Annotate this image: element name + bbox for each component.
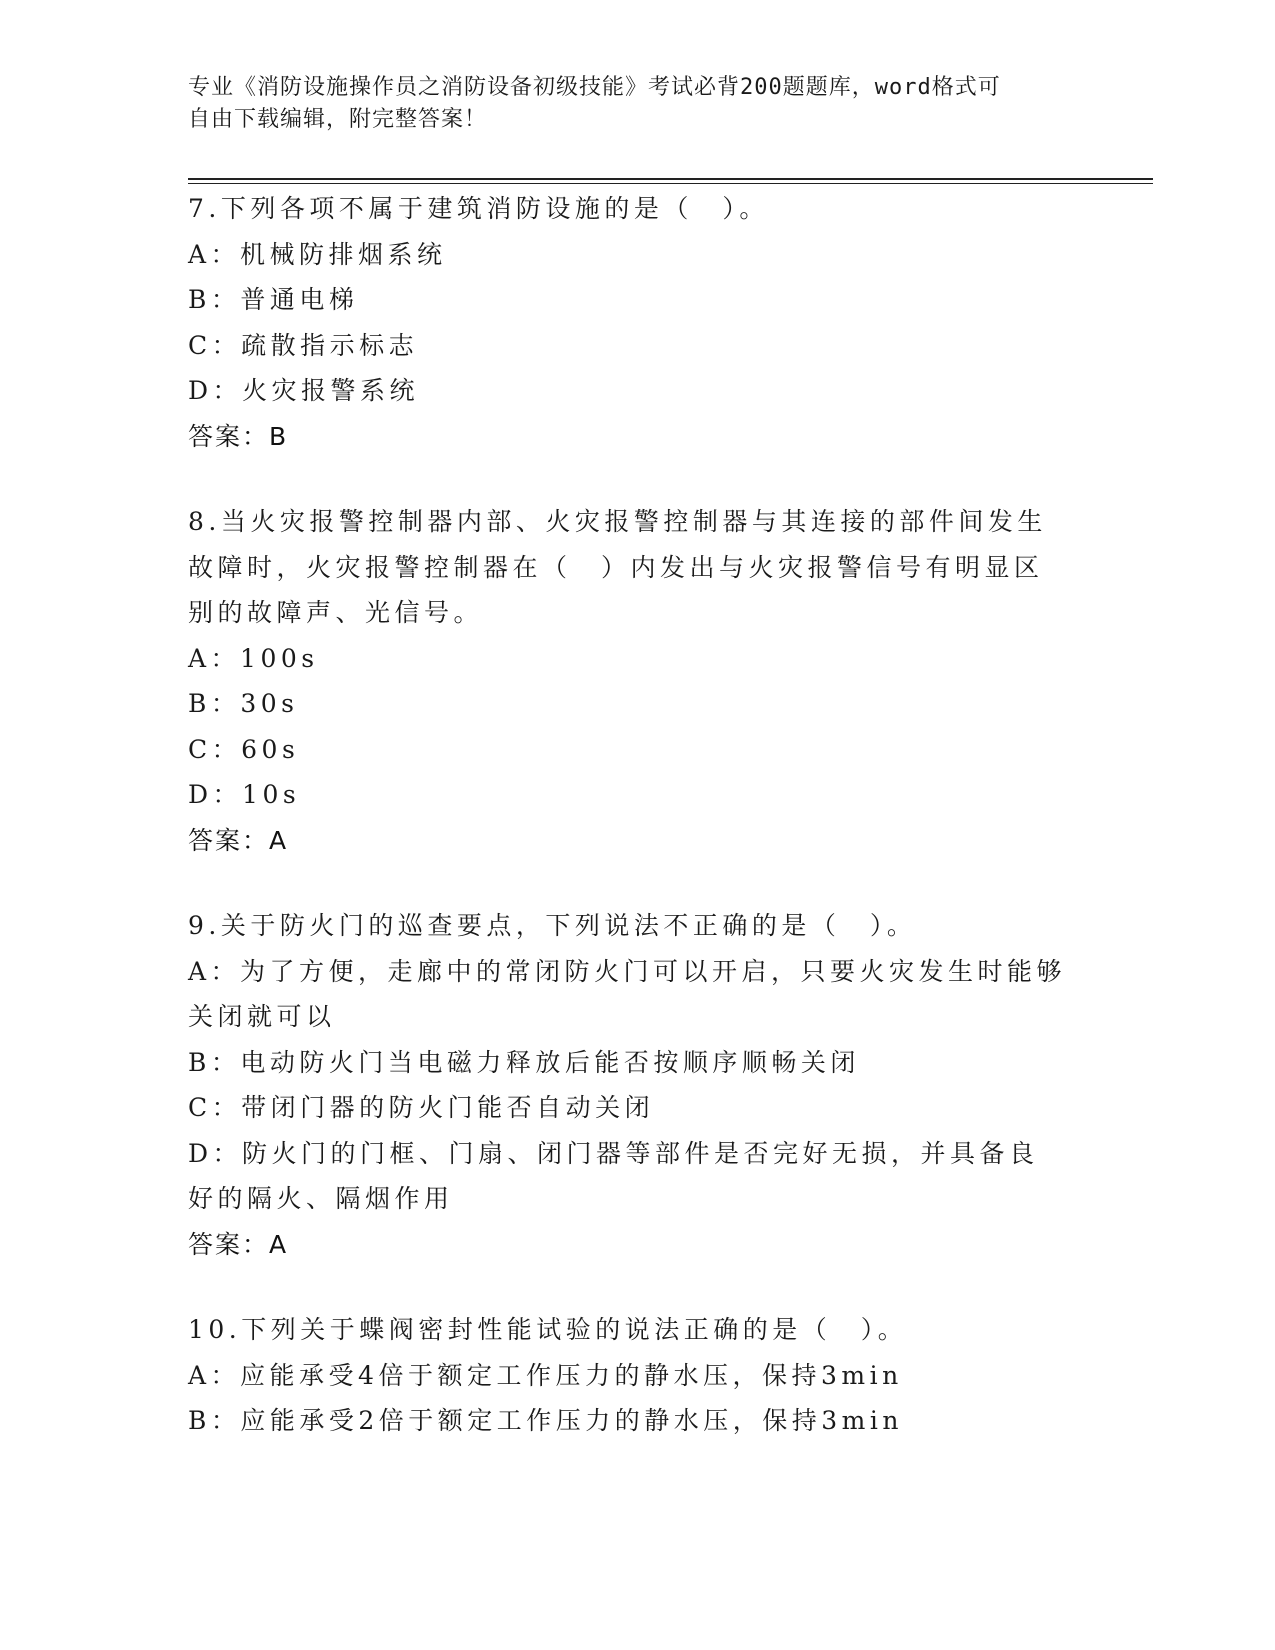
option-c: C：疏散指示标志 bbox=[188, 330, 419, 360]
option-b: B：普通电梯 bbox=[188, 285, 359, 314]
option-c: C：带闭门器的防火门能否自动关闭 bbox=[188, 1093, 655, 1122]
header-divider-thick bbox=[188, 178, 1153, 180]
option-a: A：机械防排烟系统 bbox=[188, 239, 447, 269]
option-d: D：防火门的门框、门扇、闭门器等部件是否完好无损，并具备良好的隔火、隔烟作用 bbox=[188, 1138, 1039, 1213]
option-b: B：应能承受2倍于额定工作压力的静水压，保持3min bbox=[188, 1406, 903, 1435]
option-b: B：30s bbox=[188, 689, 299, 718]
option-d: D：10s bbox=[188, 780, 301, 809]
question-block bbox=[188, 903, 1088, 1267]
option-a: A：应能承受4倍于额定工作压力的静水压，保持3min bbox=[188, 1360, 903, 1390]
option-a: A：100s bbox=[188, 643, 319, 673]
question-list bbox=[188, 186, 1088, 1484]
answer-label: 答案：B bbox=[188, 421, 289, 451]
question-block bbox=[188, 186, 1088, 459]
header-line-2: 自由下载编辑，附完整答案！ bbox=[188, 107, 488, 132]
option-b: B：电动防火门当电磁力释放后能否按顺序顺畅关闭 bbox=[188, 1047, 860, 1077]
option-d: D：火灾报警系统 bbox=[188, 376, 420, 405]
question-stem: 10.下列关于蝶阀密封性能试验的说法正确的是（ ）。 bbox=[188, 1315, 908, 1344]
header-line-1: 专业《消防设施操作员之消防设备初级技能》考试必背200题题库，word格式可 bbox=[188, 75, 1001, 100]
question-stem: 9.关于防火门的巡查要点，下列说法不正确的是（ ）。 bbox=[188, 911, 917, 940]
answer-label: 答案：A bbox=[188, 825, 289, 855]
question-stem: 7.下列各项不属于建筑消防设施的是（ ）。 bbox=[188, 194, 769, 223]
question-stem: 8.当火灾报警控制器内部、火灾报警控制器与其连接的部件间发生故障时，火灾报警控制器在（ ）内发出与火灾报警信号有明显区别的故障声、光信号。 bbox=[188, 507, 1047, 627]
question-block bbox=[188, 499, 1088, 863]
option-c: C：60s bbox=[188, 734, 300, 764]
question-block bbox=[188, 1307, 1088, 1444]
answer-label: 答案：A bbox=[188, 1229, 289, 1259]
document-header bbox=[188, 72, 1068, 136]
option-a: A：为了方便，走廊中的常闭防火门可以开启，只要火灾发生时能够关闭就可以 bbox=[188, 956, 1067, 1031]
header-divider-thin bbox=[188, 183, 1153, 184]
